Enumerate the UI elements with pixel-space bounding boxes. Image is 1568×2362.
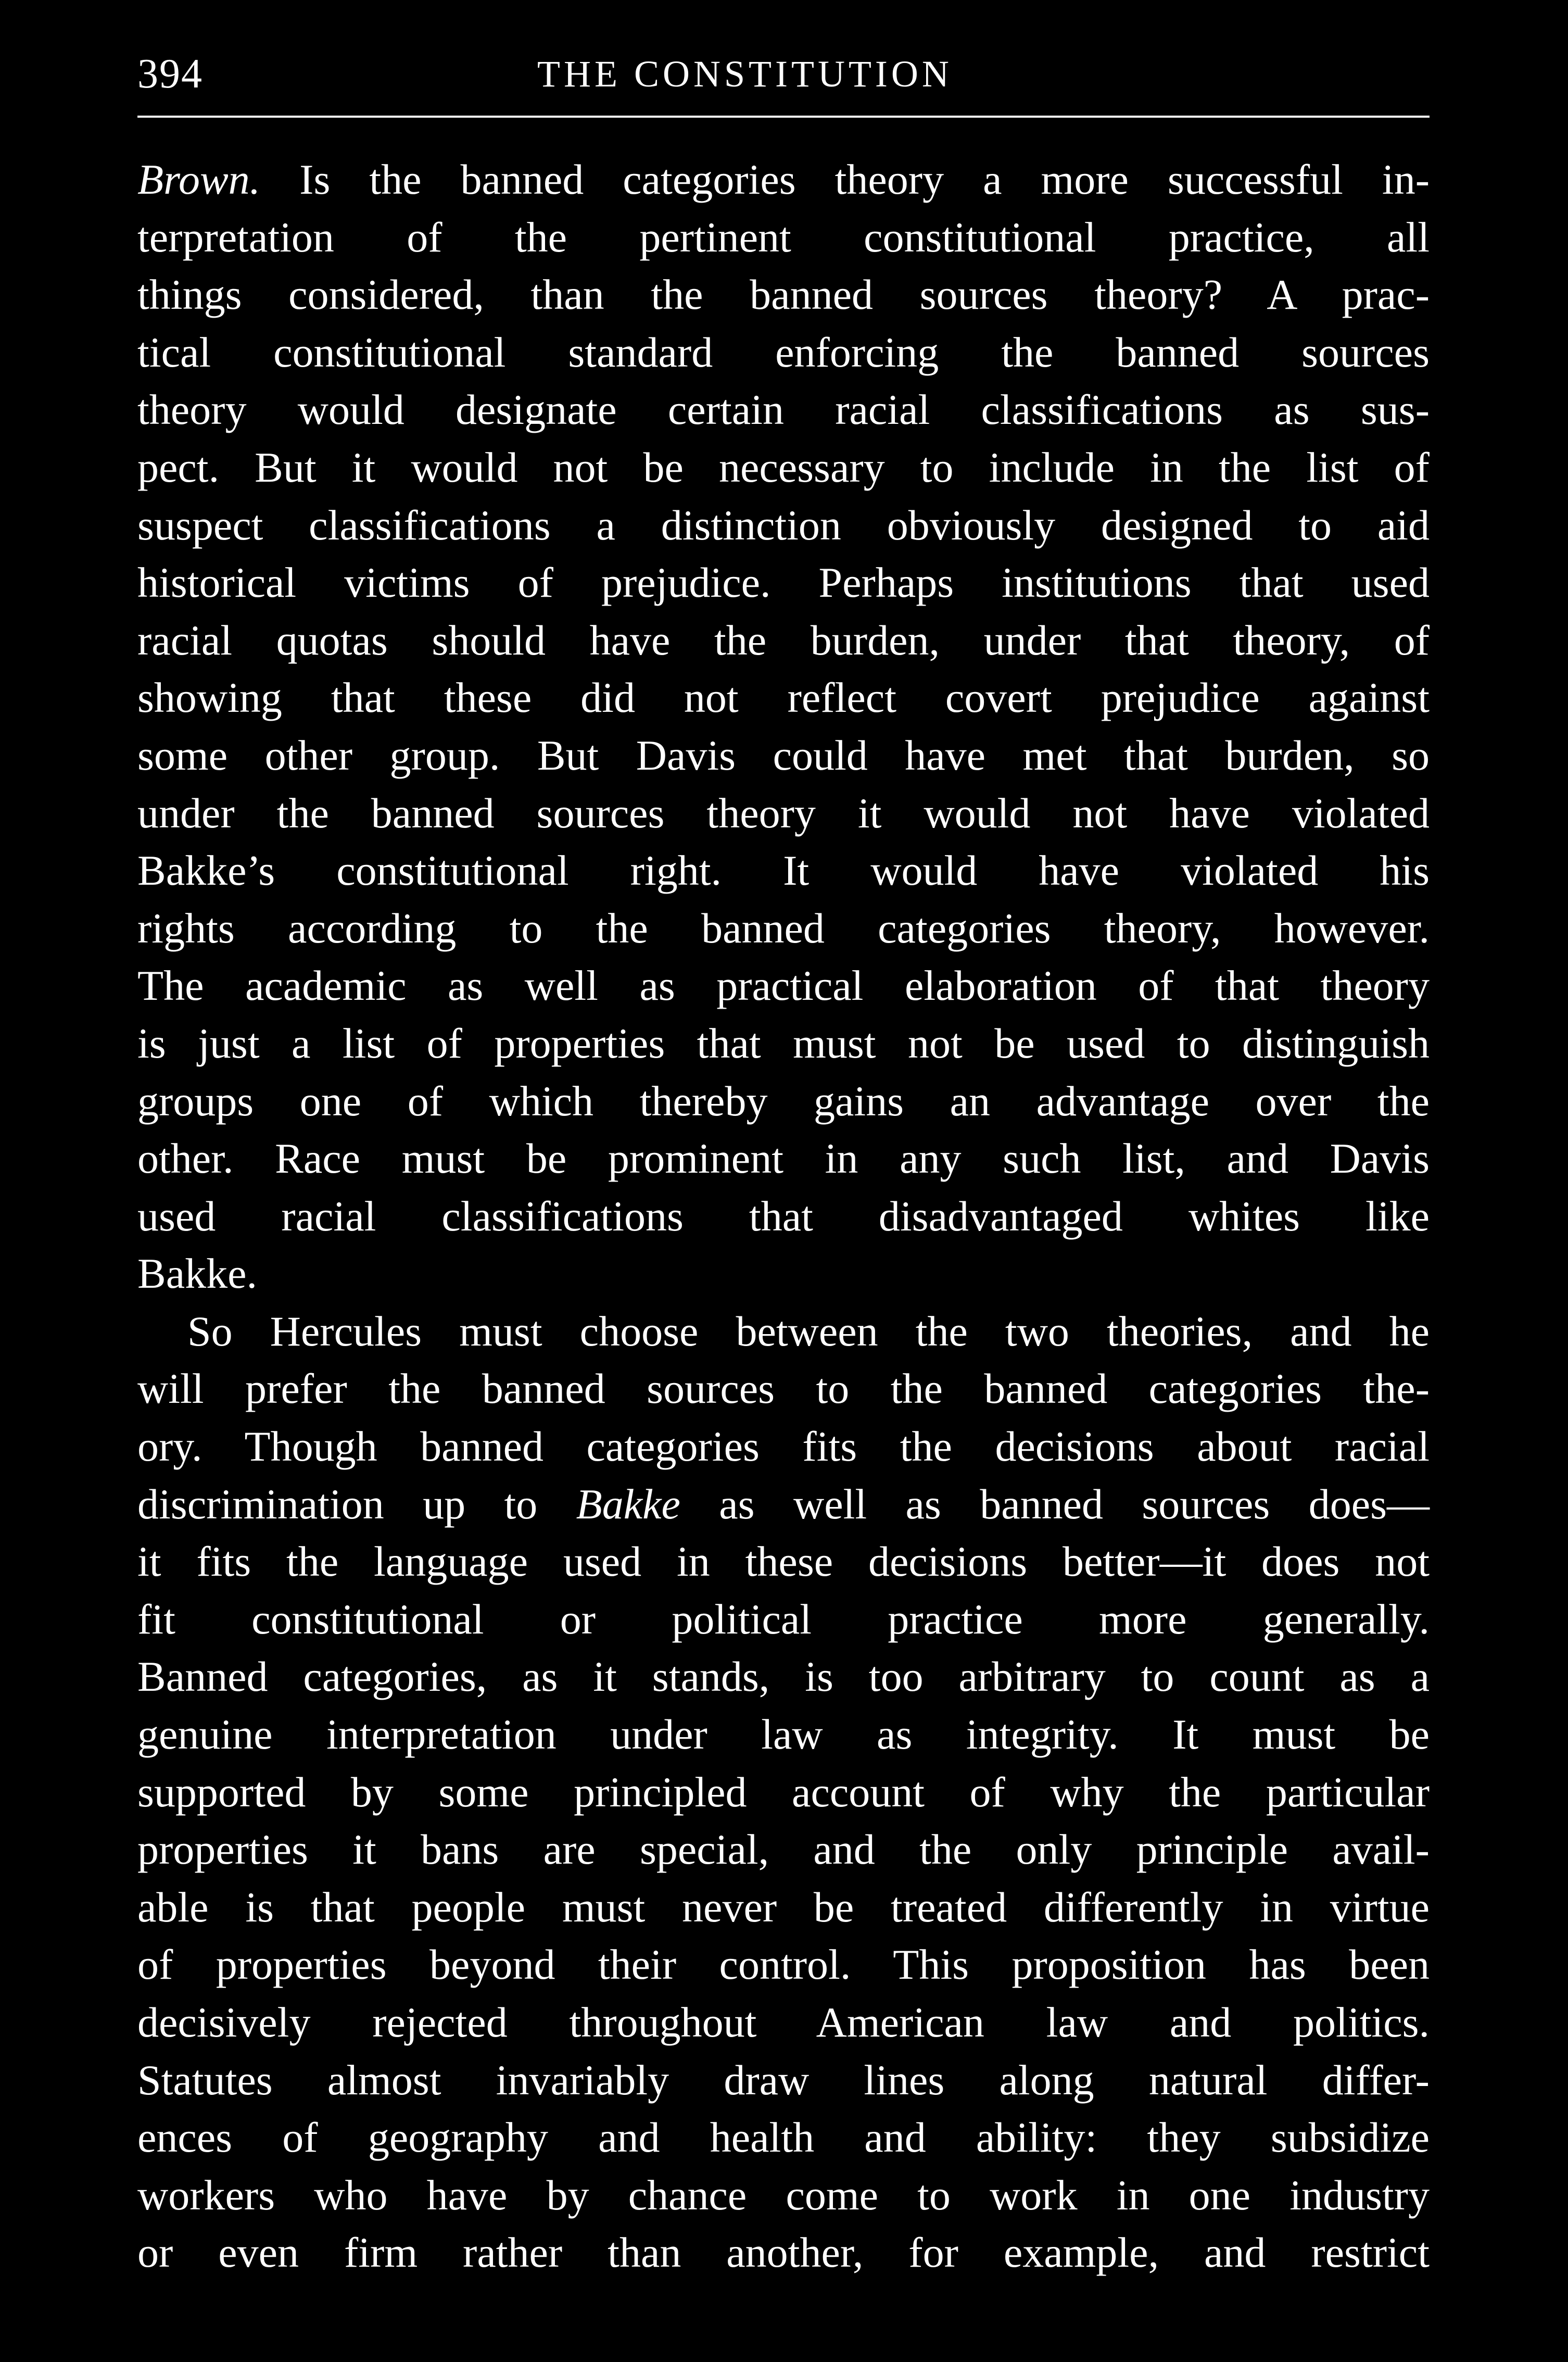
page-header <box>137 48 1430 121</box>
text-line: used racial classifications that disadvantaged whites like <box>137 1192 1430 1240</box>
text-line: Bakke’s constitutional right. It would have violated his <box>137 847 1430 895</box>
text-line <box>137 1476 1430 1534</box>
text-line: fit constitutional or political practice more generally. <box>137 1595 1430 1643</box>
text-line: Banned categories, as it stands, is too arbitrary to count as a <box>137 1653 1430 1701</box>
text-line: under the banned sources theory it would not have violated <box>137 789 1430 837</box>
body-text <box>137 151 1430 2282</box>
text-line: rights according to the banned categories theory, however. <box>137 904 1430 952</box>
text-line: Statutes almost invariably draw lines along natural differ- <box>137 2056 1430 2104</box>
text-line: racial quotas should have the burden, under that theory, of <box>137 616 1430 664</box>
text-line: is just a list of properties that must not be used to distinguish <box>137 1019 1430 1067</box>
line-text: discrimination up to <box>137 1480 576 1528</box>
text-line: workers who have by chance come to work in one industry <box>137 2171 1430 2219</box>
text-line: will prefer the banned sources to the banned categories the- <box>137 1365 1430 1413</box>
text-line: suspect classifications a distinction obviously designed to aid <box>137 501 1430 549</box>
running-head: THE CONSTITUTION <box>537 53 953 95</box>
text-line: it fits the language used in these decisions better—it does not <box>137 1538 1430 1586</box>
text-line: properties it bans are special, and the only principle avail- <box>137 1826 1430 1874</box>
text-line: tical constitutional standard enforcing the banned sources <box>137 328 1430 376</box>
line-text: Is the banned categories theory a more successful in- <box>260 156 1430 203</box>
text-line: theory would designate certain racial classifications as sus- <box>137 386 1430 434</box>
text-line: groups one of which thereby gains an advantage over the <box>137 1077 1430 1125</box>
header-rule <box>137 116 1430 118</box>
text-line: supported by some principled account of why the particular <box>137 1768 1430 1816</box>
text-line: pect. But it would not be necessary to include in the list of <box>137 443 1430 491</box>
paragraph-first-line: So Hercules must choose between the two theories, and he <box>187 1307 1430 1355</box>
text-line: Bakke. <box>137 1250 257 1298</box>
case-name: Brown. <box>137 156 261 203</box>
text-line: terpretation of the pertinent constitutional practice, all <box>137 213 1430 261</box>
text-line: or even firm rather than another, for example, and restrict <box>137 2229 1430 2277</box>
line-text: as well as banned sources does— <box>680 1480 1430 1528</box>
text-line: ences of geography and health and ability: they subsidize <box>137 2114 1430 2162</box>
text-line <box>137 151 1430 209</box>
page-number: 394 <box>137 51 203 97</box>
text-line: some other group. But Davis could have met that burden, so <box>137 731 1430 779</box>
text-line: things considered, than the banned sources theory? A prac- <box>137 271 1430 319</box>
text-line: genuine interpretation under law as integrity. It must be <box>137 1711 1430 1758</box>
text-line: historical victims of prejudice. Perhaps institutions that used <box>137 559 1430 607</box>
text-line: The academic as well as practical elaboration of that theory <box>137 962 1430 1010</box>
text-line: ory. Though banned categories fits the decisions about racial <box>137 1423 1430 1471</box>
text-line: showing that these did not reflect covert prejudice against <box>137 674 1430 722</box>
case-name: Bakke <box>576 1480 680 1528</box>
text-line: of properties beyond their control. This proposition has been <box>137 1941 1430 1989</box>
text-line: other. Race must be prominent in any such list, and Davis <box>137 1135 1430 1183</box>
text-line: able is that people must never be treated differently in virtue <box>137 1883 1430 1931</box>
text-line: decisively rejected throughout American law and politics. <box>137 1999 1430 2046</box>
